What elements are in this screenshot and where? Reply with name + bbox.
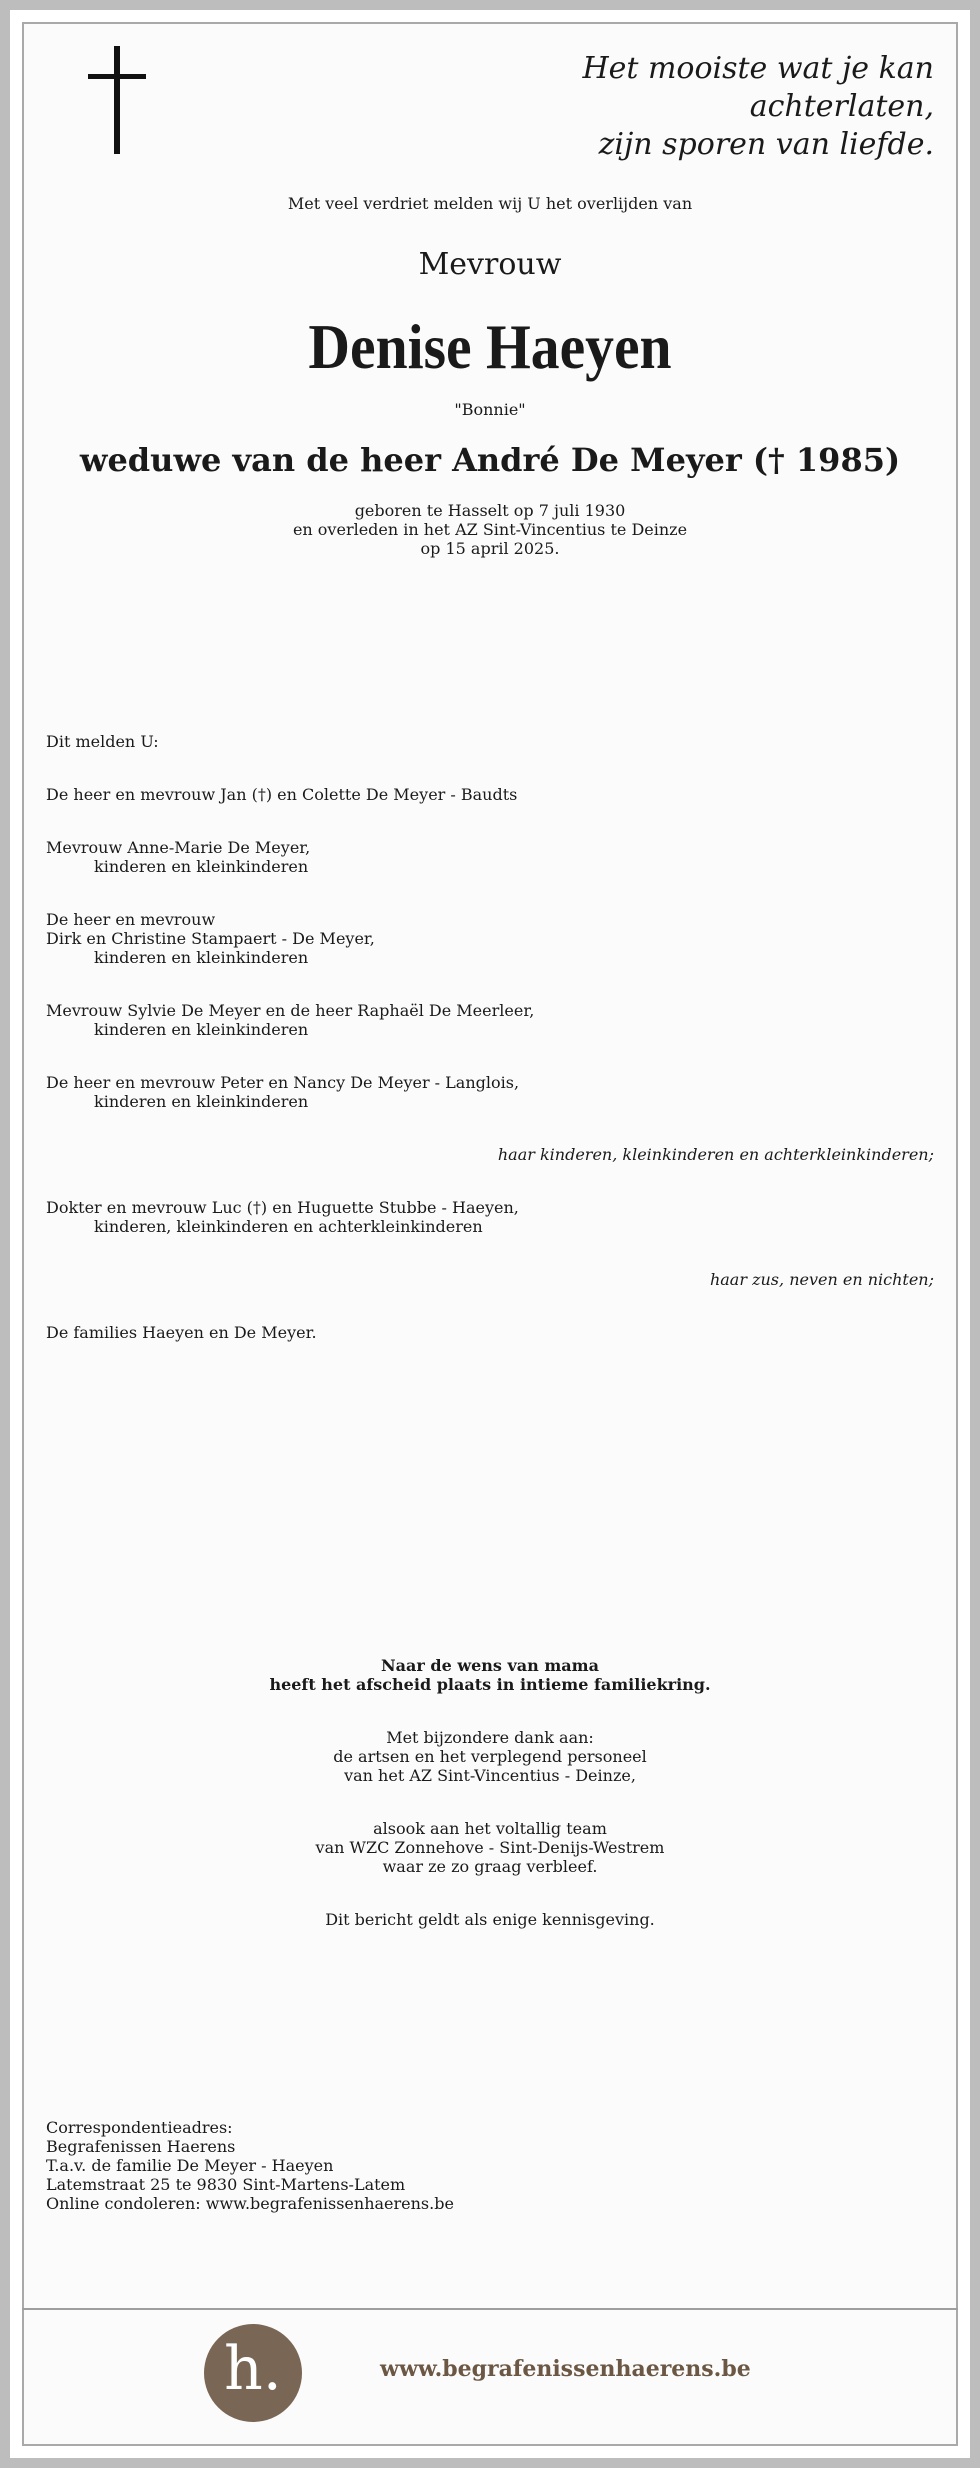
family-group-6-line-1: Dokter en mevrouw Luc (†) en Huguette Stubbe - Haeyen, — [46, 1198, 519, 1217]
family-group-5-line-2: kinderen en kleinkinderen — [94, 1092, 309, 1111]
family-group-6-line-2: kinderen, kleinkinderen en achterkleinkinderen — [94, 1217, 483, 1236]
closing-block — [46, 1656, 934, 1929]
notice-line: Dit bericht geldt als enige kennisgeving. — [325, 1910, 655, 1929]
intro-text: Met veel verdriet melden wij U het overlijden van — [287, 194, 693, 213]
correspondence-label: Correspondentieadres: — [46, 2118, 233, 2137]
thanks-line-3: van het AZ Sint-Vincentius - Deinze, — [344, 1766, 636, 1785]
cross-vertical — [114, 46, 120, 154]
wish-line-1: Naar de wens van mama — [381, 1656, 599, 1675]
team-line-3: waar ze zo graag verbleef. — [382, 1857, 598, 1876]
nickname: "Bonnie" — [454, 400, 526, 419]
cross-icon — [88, 46, 146, 154]
widow-of: weduwe van de heer André De Meyer († 1985) — [79, 441, 901, 479]
quote — [414, 50, 934, 164]
deceased-name: Denise Haeyen — [308, 311, 672, 382]
funeral-home-logo — [204, 2324, 302, 2422]
correspondence-line-3: Latemstraat 25 te 9830 Sint-Martens-Latem — [46, 2175, 406, 2194]
announcement — [46, 194, 934, 558]
honorific: Mevrouw — [418, 247, 562, 282]
correspondence-line-4: Online condoleren: www.begrafenissenhaerens.be — [46, 2194, 454, 2213]
footer-divider — [22, 2308, 958, 2310]
family-group-3-line-2: Dirk en Christine Stampaert - De Meyer, — [46, 929, 375, 948]
family-group-3-line-3: kinderen en kleinkinderen — [94, 948, 309, 967]
wish-line-2: heeft het afscheid plaats in intieme familiekring. — [269, 1675, 711, 1694]
team-line-2: van WZC Zonnehove - Sint-Denijs-Westrem — [315, 1838, 665, 1857]
team-line-1: alsook aan het voltallig team — [373, 1819, 607, 1838]
correspondence-block — [46, 2118, 934, 2213]
families-line: De families Haeyen en De Meyer. — [46, 1323, 317, 1342]
correspondence-line-2: T.a.v. de familie De Meyer - Haeyen — [46, 2156, 334, 2175]
sister-summary: haar zus, neven en nichten; — [709, 1270, 934, 1289]
family-group-4-line-1: Mevrouw Sylvie De Meyer en de heer Raphaël De Meerleer, — [46, 1001, 535, 1020]
family-list — [46, 732, 934, 1342]
quote-line-1: Het mooiste wat je kan achterlaten, — [582, 51, 934, 124]
thanks-line-1: Met bijzondere dank aan: — [386, 1728, 594, 1747]
footer-website: www.begrafenissenhaerens.be — [380, 2356, 751, 2382]
family-group-4-line-2: kinderen en kleinkinderen — [94, 1020, 309, 1039]
family-group-3-line-1: De heer en mevrouw — [46, 910, 216, 929]
cross-horizontal — [88, 74, 146, 79]
death-date-line: op 15 april 2025. — [420, 539, 560, 558]
family-group-2-line-1: Mevrouw Anne-Marie De Meyer, — [46, 838, 311, 857]
family-group-1: De heer en mevrouw Jan (†) en Colette De Meyer - Baudts — [46, 785, 518, 804]
family-lead: Dit melden U: — [46, 732, 159, 751]
family-group-5-line-1: De heer en mevrouw Peter en Nancy De Meyer - Langlois, — [46, 1073, 520, 1092]
quote-line-2: zijn sporen van liefde. — [598, 127, 934, 162]
death-place-line: en overleden in het AZ Sint-Vincentius te Deinze — [292, 520, 688, 539]
children-summary: haar kinderen, kleinkinderen en achterkleinkinderen; — [497, 1145, 934, 1164]
logo-letter: h. — [224, 2334, 282, 2404]
correspondence-line-1: Begrafenissen Haerens — [46, 2137, 236, 2156]
thanks-line-2: de artsen en het verplegend personeel — [333, 1747, 647, 1766]
birth-line: geboren te Hasselt op 7 juli 1930 — [354, 501, 626, 520]
family-group-2-line-2: kinderen en kleinkinderen — [94, 857, 309, 876]
